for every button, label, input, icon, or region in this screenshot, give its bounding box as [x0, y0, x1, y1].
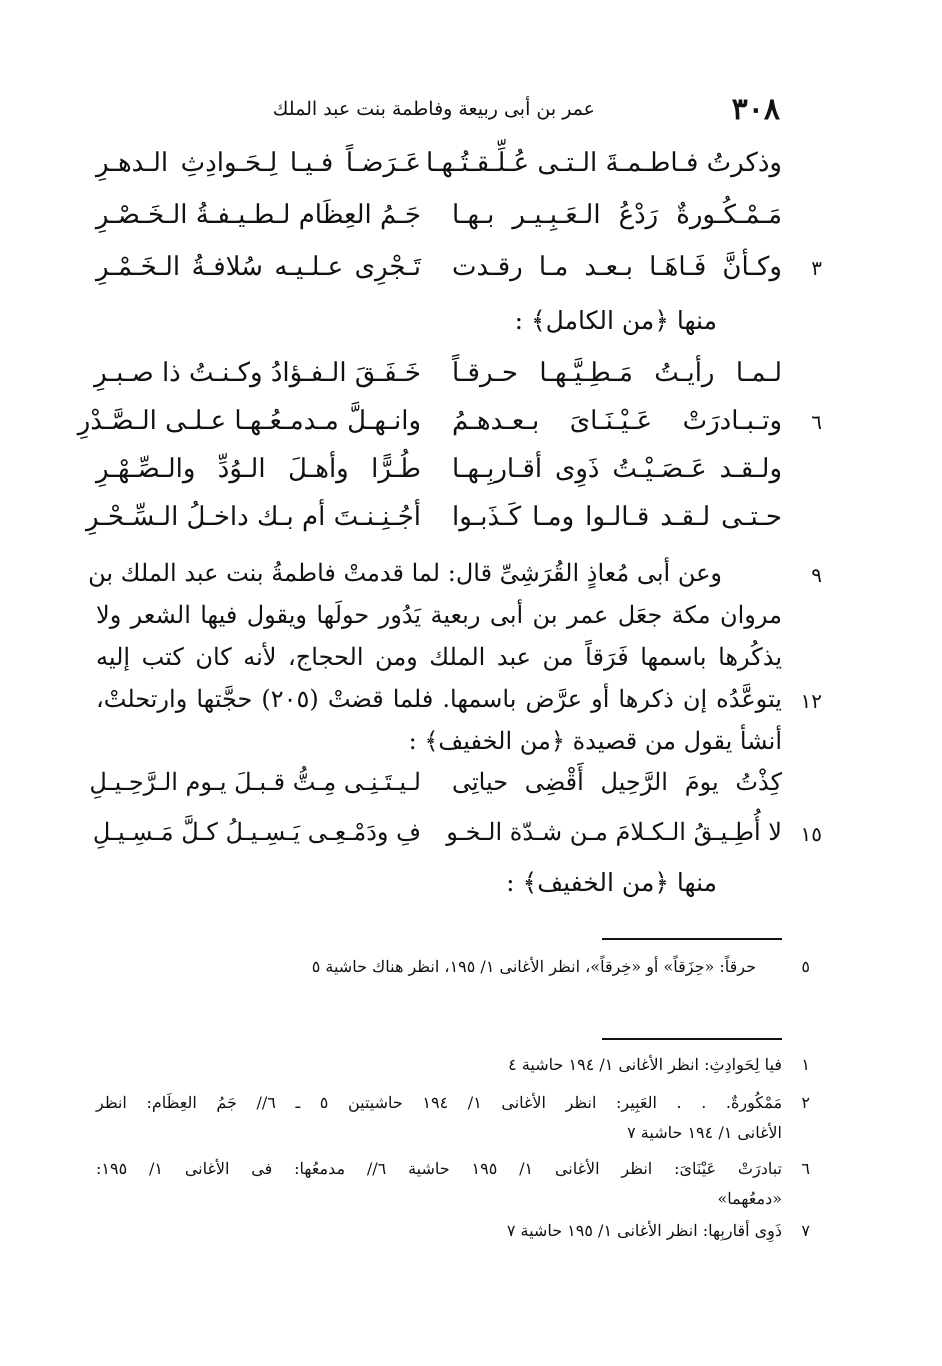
footnote-text: تبادرَتْ عَيْنَاىَ: انظر الأغانى ١/ ١٩٥ حاشية ٦// مدمعُها: فى الأغانى ١/ ١٩٥: [96, 1159, 782, 1178]
footnote [96, 1216, 810, 1246]
verse-hemistich-second: عَـرَضـاً فـيـا لِـحَـوادِثِ الـدهـرِ [96, 148, 421, 178]
prose-line: مروان مكة جعَل عمر بن أبى ربعية يَدُور حولَها ويقول فيها الشعر ولا [96, 601, 782, 629]
footnote [96, 1154, 810, 1214]
footnote-text-continued: الأغانى ١/ ١٩٤ حاشية ٧ [627, 1123, 782, 1142]
footnote-text: مَمْكُورةٌ. . . العَبِير: انظر الأغانى ١/ ١٩٤ حاشيتين ٥ ـ ٦// جَمُ العِظَام: انظر [96, 1093, 783, 1112]
verse-line [96, 142, 782, 194]
verse-line [77, 400, 822, 452]
prose-line: ٩ وعن أبى مُعاذٍ القُرَشِىِّ قال: لما قدمتْ فاطمةُ بنت عبد الملك بن [96, 552, 782, 594]
footnote [96, 1050, 810, 1080]
verse-hemistich-first: لـمـا رأيـتُ مَـطِـيَّـهـا حـرقـاً [452, 358, 782, 388]
footnote-text: ذَوِى أقاربِها: انظر الأغانى ١/ ١٩٥ حاشية ٧ [506, 1221, 782, 1240]
verse-line [85, 496, 782, 548]
footnote-number: ٧ [801, 1221, 810, 1240]
footnote-number: ٥ [801, 957, 810, 976]
verse-number: ٣ [811, 256, 822, 280]
verse-hemistich-first: وتـبـادرَتْ عَـيْـنَـاىَ بـعـدهـمُ [452, 406, 782, 436]
verse-hemistich-first: وكـأنَّ فَـاهَـا بـعـد مـا رقـدت [452, 252, 782, 282]
verse-hemistich-first: حـتـى لـقـد قـالـوا ومـا كَـذَبـوا [452, 502, 782, 532]
prose-line: يذكُرها باسمها فَرَقاً من عبد الملك ومن الحجاج، لأنه كان كتب إليه [96, 643, 782, 671]
verse-hemistich-first: كِذْتُ يومَ الرَّحِيل أَقْضِى حياتِى [452, 768, 782, 796]
prose-line: أنشأ يقول من قصيدة ﴿من الخفيف﴾ : [408, 727, 782, 755]
footnote-text: حرقاً: «حِزَقاً» أو «خِرقاً»، انظر الأغانى ١/ ١٩٥، انظر هناك حاشية ٥ [311, 957, 756, 976]
footnote [96, 1088, 810, 1148]
verse-hemistich-first: لا أُطِـيـقُ الـكـلامَ مـن شـدّة الـخـو [446, 818, 782, 846]
verse-hemistich-second: طُـرًّا وأهـلَ الـوُدِّ والـصِّـهْـرِ [96, 454, 421, 484]
meter-label: منها ﴿من الخفيف﴾ : [506, 868, 717, 897]
verse-hemistich-second: لـيـتَـنِـى مِـتُّ قـبـلَ يـوم الـرَّحِـيـلِ [89, 768, 421, 796]
running-title: عمر بن أبى ربيعة وفاطمة بنت عبد الملك [272, 98, 595, 120]
verse-line [96, 448, 782, 500]
footnote-number: ١ [801, 1055, 810, 1074]
verse-hemistich-first: مَـمْـكُـورةٌ رَدْعُ الـعَـبِـيـر بـهـا [452, 200, 782, 230]
verse-line [89, 762, 782, 814]
verse-hemistich-first: ولـقـد عَـصَـيْـتُ ذَوِى أقـاربِـهـا [452, 454, 782, 484]
footnote-number: ٢ [801, 1093, 810, 1112]
verse-hemistich-second: فِ ودَمْـعِـى يَـسِـيـلُ كـلَّ مَـسِـيـلِ [92, 818, 421, 846]
page-number: ٣٠٨ [731, 92, 780, 127]
verse-line [96, 246, 822, 298]
meter-label: منها ﴿من الكامل﴾ : [514, 306, 717, 335]
footnote-text-continued: «دمعُهما» [717, 1189, 782, 1208]
footnote-text: فيا لِحَوادِثِ: انظر الأغانى ١/ ١٩٤ حاشية ٤ [508, 1055, 782, 1074]
verse-number: ٦ [811, 410, 822, 434]
prose-line: ١٢ يتوعَّدُه إن ذكرها أو عرَّض باسمها. فلما قضتْ (٢٠٥) حجَّتها وارتحلتْ، [96, 678, 782, 720]
verse-line [96, 352, 782, 404]
verse-number: ١٥ [800, 822, 822, 846]
verse-hemistich-second: تَـجْرِى عـلـيـه سُلافـةُ الـخَـمْـرِ [96, 252, 421, 282]
footnote-rule [602, 1038, 782, 1040]
page-header [96, 92, 780, 132]
line-number: ٩ [811, 563, 822, 587]
verse-line [96, 194, 782, 246]
prose-paragraph [88, 552, 822, 762]
footnote-rule [602, 938, 782, 940]
verse-hemistich-second: وانـهـلَّ مـدمـعُـهـا عـلـى الـصَّـدْرِ [77, 406, 421, 436]
verse-hemistich-first: وذكرتُ فـاطـمـةَ الـتـى عُـلِّـقـتُـهـا [425, 148, 782, 178]
verse-hemistich-second: خَـفَـقَ الـفـؤادُ وكـنـتُ ذا صـبـرِ [94, 358, 421, 388]
line-number: ١٢ [800, 689, 822, 713]
verse-hemistich-second: جَـمُ العِظَام لـطـيـفـةُ الـخَـصْـرِ [95, 200, 421, 230]
verse-line [92, 812, 822, 864]
verse-hemistich-second: أجُـنِـنـتَ أم بـك داخـلُ الـسِّـحْـرِ [85, 502, 421, 532]
footnote [96, 952, 810, 982]
footnote-number: ٦ [801, 1159, 810, 1178]
